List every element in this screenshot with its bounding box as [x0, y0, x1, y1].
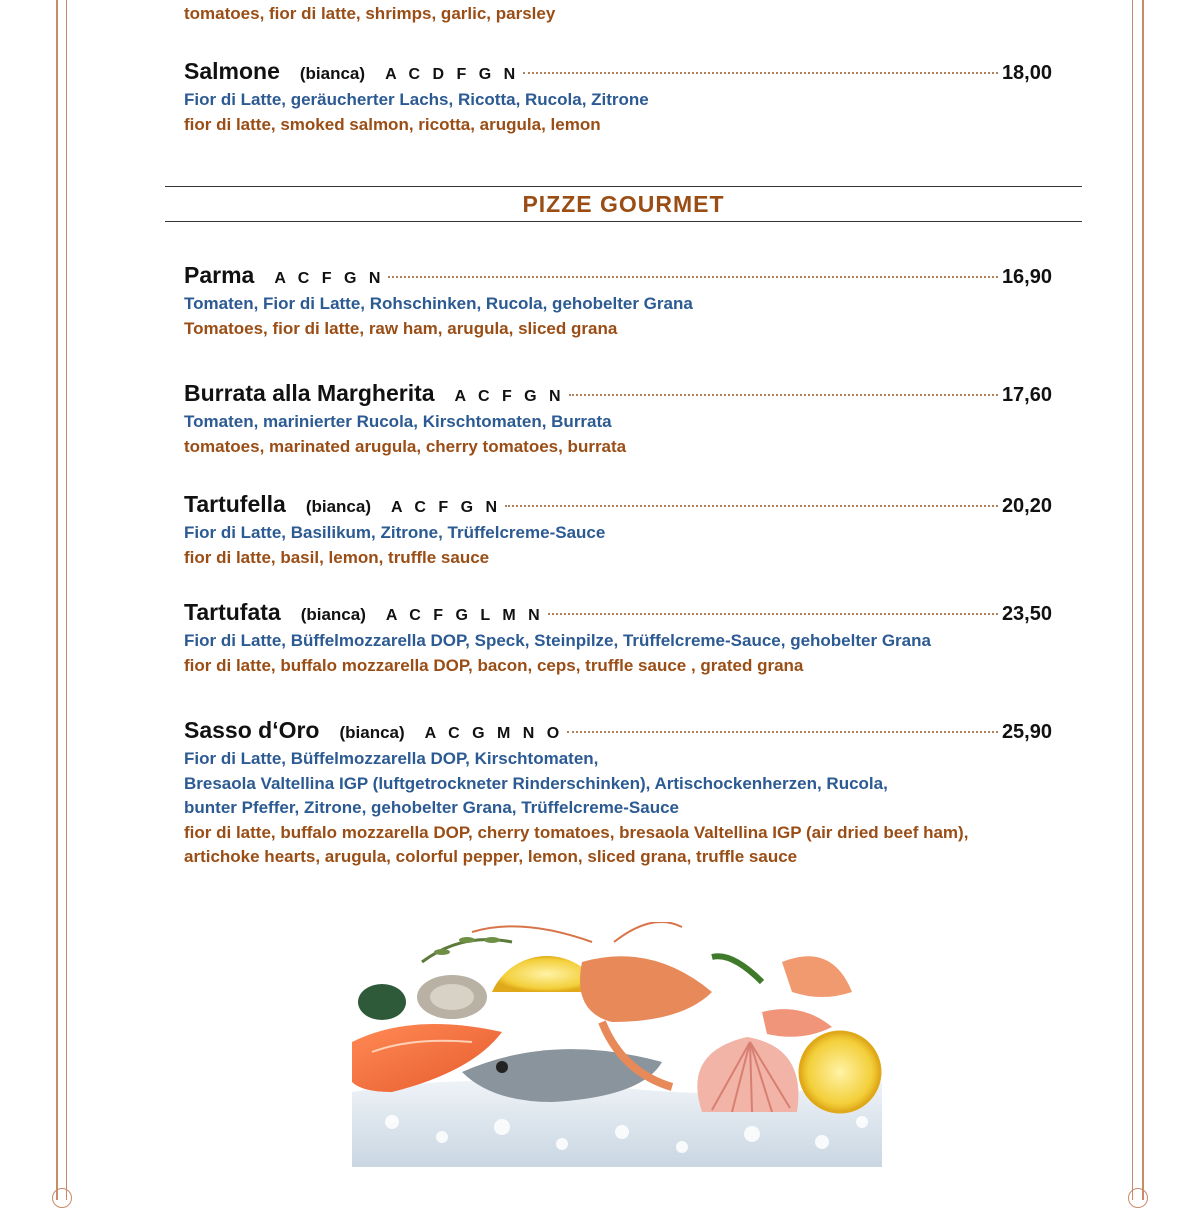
menu-item-header	[184, 262, 1052, 292]
item-name: Burrata alla Margherita	[184, 380, 435, 406]
description-english: fior di latte, buffalo mozzarella DOP, cherry tomatoes, bresaola Valtellina IGP (air dried beef ham),	[184, 822, 969, 842]
item-tag: (bianca)	[300, 605, 366, 624]
description-english: artichoke hearts, arugula, colorful pepper, lemon, sliced grana, truffle sauce	[184, 847, 798, 866]
item-price: 18,00	[1001, 62, 1052, 84]
menu-item-header	[184, 380, 1052, 410]
item-price: 23,50	[1001, 603, 1052, 625]
description-german: Fior di Latte, Basilikum, Zitrone, Trüffelcreme-Sauce	[184, 523, 606, 542]
item-price: 20,20	[1001, 495, 1052, 517]
description-german: Fior di Latte, Büffelmozzarella DOP, Kirschtomaten,	[184, 749, 599, 768]
menu-item-sasso-doro	[184, 717, 1052, 870]
section-rule-top	[165, 186, 1082, 187]
item-tag: (bianca)	[339, 723, 405, 742]
dot-leader	[569, 394, 998, 396]
description-english: fior di latte, basil, lemon, truffle sauce	[184, 547, 490, 567]
dot-leader	[388, 276, 998, 278]
dot-leader	[523, 72, 998, 74]
item-tag: (bianca)	[299, 64, 366, 83]
item-name: Tartufella	[184, 491, 286, 517]
item-price: 25,90	[1001, 721, 1052, 743]
section-rule-bottom	[165, 221, 1082, 222]
menu-item-header	[184, 58, 1052, 88]
description-german: Tomaten, marinierter Rucola, Kirschtomaten, Burrata	[184, 412, 612, 431]
menu-item-header	[184, 599, 1052, 629]
description-german: bunter Pfeffer, Zitrone, gehobelter Grana, Trüffelcreme-Sauce	[184, 798, 680, 817]
item-allergens: A C F G N	[274, 270, 385, 287]
dot-leader	[505, 505, 998, 507]
description-english: fior di latte, smoked salmon, ricotta, arugula, lemon	[184, 114, 601, 134]
menu-item-salmone	[184, 58, 1052, 137]
description-german: Tomaten, Fior di Latte, Rohschinken, Rucola, gehobelter Grana	[184, 294, 693, 313]
description-german: Fior di Latte, Büffelmozzarella DOP, Speck, Steinpilze, Trüffelcreme-Sauce, gehobelter Grana	[184, 631, 931, 650]
item-name: Salmone	[184, 58, 280, 84]
item-name: Sasso d‘Oro	[184, 717, 320, 743]
menu-item-header	[184, 491, 1052, 521]
menu-item-tartufata	[184, 599, 1052, 678]
continued-description: tomatoes, fior di latte, shrimps, garlic, parsley	[184, 4, 556, 23]
dot-leader	[548, 613, 998, 615]
item-allergens: A C F G L M N	[385, 607, 544, 624]
description-english: tomatoes, marinated arugula, cherry tomatoes, burrata	[184, 436, 627, 456]
item-allergens: A C F G N	[391, 499, 502, 516]
description-german: Bresaola Valtellina IGP (luftgetrockneter Rinderschinken), Artischockenherzen, Rucola,	[184, 773, 888, 793]
description-english: fior di latte, buffalo mozzarella DOP, bacon, ceps, truffle sauce , grated grana	[184, 655, 804, 675]
section-title: PIZZE GOURMET	[522, 191, 725, 217]
dot-leader	[567, 731, 998, 733]
description-english: Tomatoes, fior di latte, raw ham, arugula, sliced grana	[184, 318, 618, 338]
item-name: Tartufata	[184, 599, 281, 625]
item-allergens: A C G M N O	[424, 725, 564, 742]
seafood-picture	[352, 922, 882, 1167]
menu-item-burrata-alla-margherita	[184, 380, 1052, 459]
item-name: Parma	[184, 262, 255, 288]
item-price: 17,60	[1001, 384, 1052, 406]
item-allergens: A C D F G N	[385, 66, 520, 83]
description-german: Fior di Latte, geräucherter Lachs, Ricotta, Rucola, Zitrone	[184, 90, 649, 109]
item-price: 16,90	[1001, 266, 1052, 288]
item-tag: (bianca)	[305, 497, 372, 516]
item-allergens: A C F G N	[454, 388, 565, 405]
menu-item-header	[184, 717, 1052, 747]
menu-item-parma	[184, 262, 1052, 341]
menu-item-tartufella	[184, 491, 1052, 570]
